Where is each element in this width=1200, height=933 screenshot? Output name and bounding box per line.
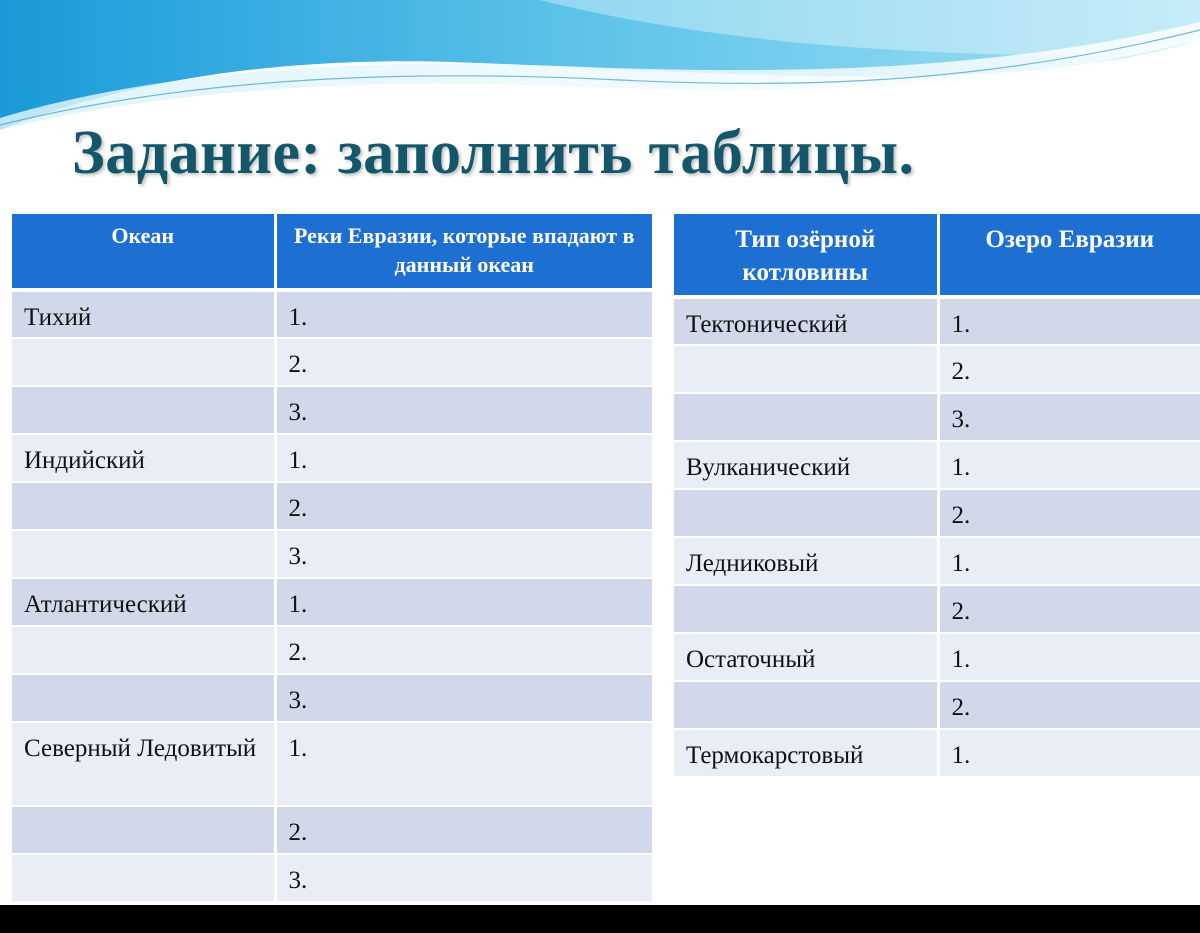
- header-lake: Озеро Евразии: [938, 214, 1200, 297]
- basin-type-cell: [674, 393, 938, 441]
- ocean-cell: [12, 482, 275, 530]
- table-row: [12, 626, 652, 674]
- basin-type-cell: [674, 681, 938, 729]
- ocean-cell: [12, 806, 275, 854]
- table-row: [674, 729, 1200, 777]
- basin-type-cell: Термокарстовый: [674, 729, 938, 777]
- river-cell[interactable]: 2.: [275, 806, 652, 854]
- basin-type-cell: Вулканический: [674, 441, 938, 489]
- river-cell[interactable]: 2.: [275, 338, 652, 386]
- header-rivers: Реки Евразии, которые впадают в данный океан: [275, 214, 652, 290]
- ocean-cell: [12, 626, 275, 674]
- basin-type-cell: [674, 345, 938, 393]
- ocean-rivers-table: [12, 214, 652, 903]
- bottom-black-bar: [0, 905, 1200, 933]
- table-header-row: [12, 214, 652, 290]
- table-row: [12, 578, 652, 626]
- table-row: [12, 854, 652, 902]
- table-row: [12, 806, 652, 854]
- page-title: Задание: заполнить таблицы.: [72, 119, 915, 187]
- table-row: [674, 681, 1200, 729]
- lake-cell[interactable]: 2.: [938, 489, 1200, 537]
- table-row: [674, 633, 1200, 681]
- ocean-cell: [12, 674, 275, 722]
- table-row: [674, 489, 1200, 537]
- ocean-cell: [12, 386, 275, 434]
- ocean-cell: Северный Ледовитый: [12, 722, 275, 806]
- river-cell[interactable]: 3.: [275, 386, 652, 434]
- table-row: [674, 585, 1200, 633]
- table-row: [12, 674, 652, 722]
- basin-type-cell: Ледниковый: [674, 537, 938, 585]
- ocean-cell: Тихий: [12, 290, 275, 338]
- lake-cell[interactable]: 1.: [938, 729, 1200, 777]
- table-row: [12, 482, 652, 530]
- table-row: [674, 537, 1200, 585]
- lake-cell[interactable]: 1.: [938, 633, 1200, 681]
- table-row: [674, 393, 1200, 441]
- lake-cell[interactable]: 2.: [938, 345, 1200, 393]
- table-row: [12, 338, 652, 386]
- table-row: [674, 345, 1200, 393]
- table-row: [12, 386, 652, 434]
- table-row: [12, 530, 652, 578]
- lake-types-table: [674, 214, 1200, 778]
- river-cell[interactable]: 3.: [275, 854, 652, 902]
- ocean-cell: Атлантический: [12, 578, 275, 626]
- ocean-cell: [12, 854, 275, 902]
- river-cell[interactable]: 2.: [275, 626, 652, 674]
- table-row: [12, 722, 652, 806]
- river-cell[interactable]: 3.: [275, 530, 652, 578]
- header-ocean: Океан: [12, 214, 275, 290]
- ocean-cell: [12, 530, 275, 578]
- basin-type-cell: Тектонический: [674, 297, 938, 345]
- lake-cell[interactable]: 3.: [938, 393, 1200, 441]
- table-row: [12, 434, 652, 482]
- ocean-cell: [12, 338, 275, 386]
- basin-type-cell: [674, 489, 938, 537]
- lake-cell[interactable]: 1.: [938, 297, 1200, 345]
- lake-cell[interactable]: 2.: [938, 681, 1200, 729]
- river-cell[interactable]: 1.: [275, 578, 652, 626]
- lake-cell[interactable]: 2.: [938, 585, 1200, 633]
- table-row: [674, 297, 1200, 345]
- table-header-row: [674, 214, 1200, 297]
- ocean-cell: Индийский: [12, 434, 275, 482]
- river-cell[interactable]: 1.: [275, 290, 652, 338]
- river-cell[interactable]: 1.: [275, 434, 652, 482]
- lake-cell[interactable]: 1.: [938, 441, 1200, 489]
- river-cell[interactable]: 2.: [275, 482, 652, 530]
- basin-type-cell: [674, 585, 938, 633]
- river-cell[interactable]: 3.: [275, 674, 652, 722]
- lake-cell[interactable]: 1.: [938, 537, 1200, 585]
- header-basin-type: Тип озёрной котловины: [674, 214, 938, 297]
- basin-type-cell: Остаточный: [674, 633, 938, 681]
- river-cell[interactable]: 1.: [275, 722, 652, 806]
- table-row: [12, 290, 652, 338]
- table-row: [674, 441, 1200, 489]
